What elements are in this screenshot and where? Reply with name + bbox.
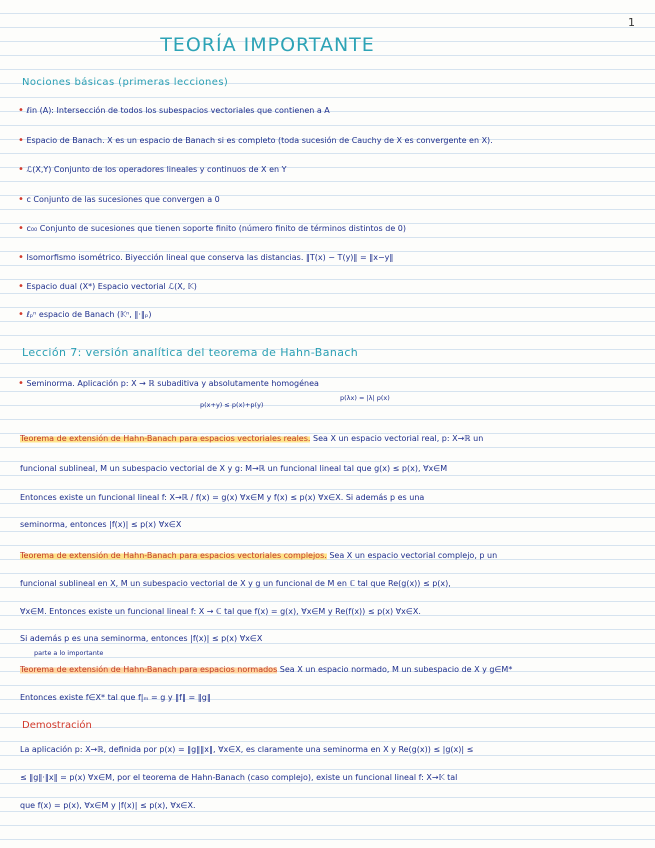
theorem-complex-line: ∀x∈M. Entonces existe un funcional lineal f: X → ℂ tal que f(x) = g(x), ∀x∈M y Re(f(x)) ≤ p(x) ∀x∈X. (20, 607, 421, 616)
margin-note: parte a lo importante (34, 649, 104, 657)
list-item: • c₀₀ Conjunto de sucesiones que tienen soporte finito (número finito de términos distintos de 0) (18, 223, 406, 234)
bullet-icon: • (18, 135, 24, 146)
theorem-normed-title: Teorema de extensión de Hahn-Banach para espacios normados (20, 665, 278, 674)
theorem-real-title: Teorema de extensión de Hahn-Banach para espacios vectoriales reales. (20, 434, 311, 443)
list-item: • ℓₚⁿ espacio de Banach (𝕂ⁿ, ‖·‖ₚ) (18, 309, 152, 320)
theorem-real-line: funcional sublineal, M un subespacio vectorial de X y g: M→ℝ un funcional lineal tal que g(x) ≤ p(x), ∀x∈M (20, 464, 448, 473)
seminorma-subadditive-note: p(x+y) ≤ p(x)+p(y) (200, 401, 264, 409)
theorem-complex: Teorema de extensión de Hahn-Banach para espacios vectoriales complejos. Sea X un espacio vectorial complejo, p un (20, 551, 498, 560)
list-item: • ℓin (A): Intersección de todos los subespacios vectoriales que contienen a A (18, 105, 330, 116)
proof-line: ≤ ‖g‖·‖x‖ = p(x) ∀x∈M, por el teorema de Hahn-Banach (caso complejo), existe un funcional lineal f: X→𝕂 tal (20, 773, 458, 782)
bullet-icon: • (18, 194, 24, 205)
theorem-complex-title: Teorema de extensión de Hahn-Banach para espacios vectoriales complejos. (20, 551, 327, 560)
list-item: • Isomorfismo isométrico. Biyección lineal que conserva las distancias. ‖T(x) − T(y)‖ = ‖x−y‖ (18, 252, 394, 263)
bullet-icon: • (18, 105, 24, 116)
list-item: • Espacio de Banach. X es un espacio de Banach si es completo (toda sucesión de Cauchy de X es convergente en X). (18, 135, 493, 146)
theorem-real-line: seminorma, entonces |f(x)| ≤ p(x) ∀x∈X (20, 520, 182, 529)
section-heading-lesson7: Lección 7: versión analítica del teorema de Hahn-Banach (22, 346, 359, 359)
theorem-normed-line: Entonces existe f∈X* tal que f|ₘ = g y ‖f‖ = ‖g‖ (20, 693, 211, 702)
page-title: TEORÍA IMPORTANTE (160, 34, 375, 56)
bullet-icon: • (18, 223, 24, 234)
seminorma-definition: • Seminorma. Aplicación p: X → ℝ subaditiva y absolutamente homogénea (18, 378, 319, 389)
theorem-normed: Teorema de extensión de Hahn-Banach para espacios normados Sea X un espacio normado, M un subespacio de X y g∈M* (20, 665, 513, 674)
proof-line: que f(x) = p(x), ∀x∈M y |f(x)| ≤ p(x), ∀x∈X. (20, 801, 196, 810)
bullet-icon: • (18, 252, 24, 263)
page-number: 1 (628, 16, 635, 29)
list-item: • c Conjunto de las sucesiones que convergen a 0 (18, 194, 220, 205)
theorem-real: Teorema de extensión de Hahn-Banach para espacios vectoriales reales. Sea X un espacio vectorial real, p: X→ℝ un (20, 434, 484, 443)
bullet-icon: • (18, 281, 24, 292)
list-item: • Espacio dual (X*) Espacio vectorial ℒ(X, 𝕂) (18, 281, 197, 292)
bullet-icon: • (18, 309, 24, 320)
bullet-icon: • (18, 378, 24, 389)
proof-line: La aplicación p: X→ℝ, definida por p(x) = ‖g‖‖x‖, ∀x∈X, es claramente una seminorma en X y Re(g(x)) ≤ |g(x)| ≤ (20, 745, 474, 754)
proof-heading: Demostración (22, 720, 92, 731)
theorem-complex-line: Si además p es una seminorma, entonces |f(x)| ≤ p(x) ∀x∈X (20, 634, 263, 643)
theorem-real-line: Entonces existe un funcional lineal f: X→ℝ / f(x) = g(x) ∀x∈M y f(x) ≤ p(x) ∀x∈X. Si además p es una (20, 493, 425, 502)
bullet-icon: • (18, 164, 24, 175)
theorem-complex-line: funcional sublineal en X, M un subespacio vectorial de X y g un funcional de M en ℂ tal que Re(g(x)) ≤ p(x), (20, 579, 451, 588)
seminorma-homogeneous-note: p(λx) = |λ| p(x) (340, 394, 390, 402)
list-item: • ℒ(X,Y) Conjunto de los operadores lineales y continuos de X en Y (18, 164, 287, 175)
section-heading-basics: Nociones básicas (primeras lecciones) (22, 77, 229, 88)
